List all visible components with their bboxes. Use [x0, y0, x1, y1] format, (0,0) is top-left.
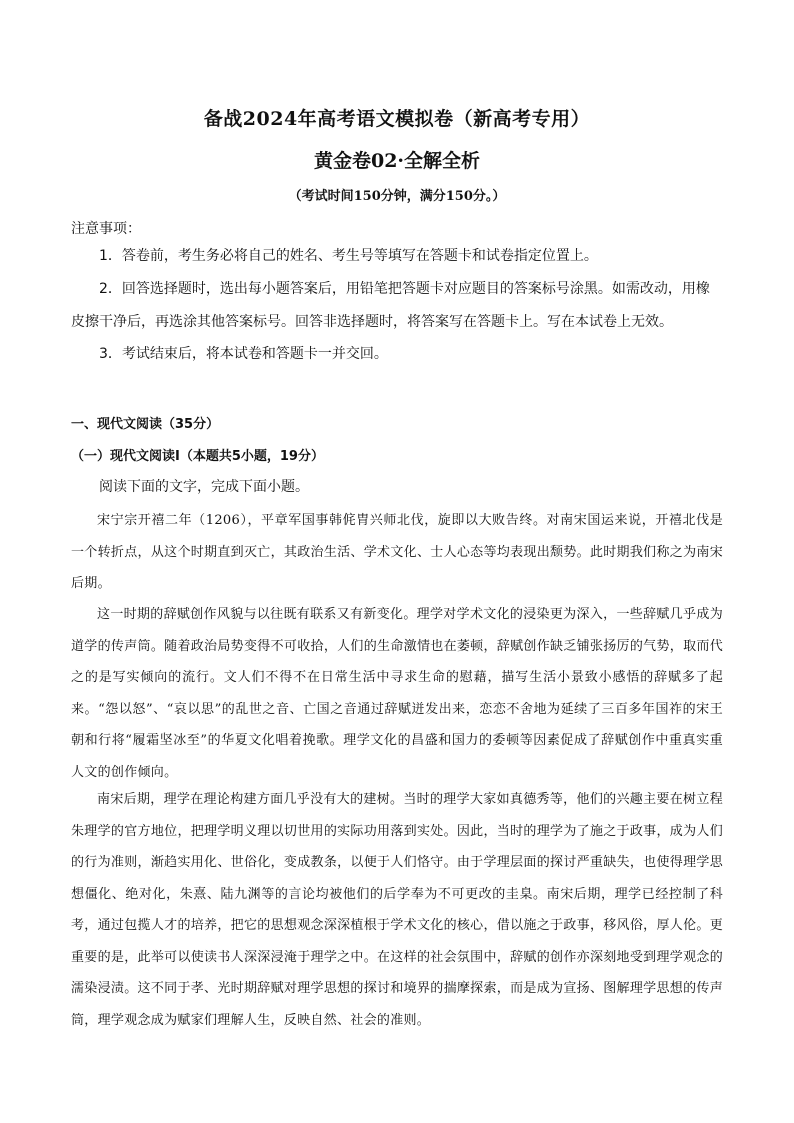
passage-paragraph-3: 南宋后期，理学在理论构建方面几乎没有大的建树。当时的理学大家如真德秀等，他们的兴趣主要在树立程朱理学的官方地位，把理学明义理以切世用的实际功用落到实处。因此，当时的理学为了施之于政事，成为人们的行为准则，渐趋实用化、世俗化，变成教条，以便于人们恪守。由于学理层面的探讨严重缺失，也使得理学思想僵化、绝对化，朱熹、陆九渊等的言论均被他们的后学奉为不可更改的圭臬。南宋后期，理学已经控制了科考，通过包揽人才的培养，把它的思想观念深深植根于学术文化的核心，借以施之于政事，移风俗，厚人伦。更重要的是，此举可以使读书人深深浸淹于理学之中。在这样的社会氛围中，辞赋的创作亦深刻地受到理学观念的濡染浸渍。这不同于孝、光时期辞赋对理学思想的探讨和境界的揣摩探索，而是成为宣扬、图解理学思想的传声筒，理学观念成为赋家们理解人生，反映自然、社会的准则。	[71, 792, 723, 1028]
section-heading: 一、现代文阅读（35分）	[71, 417, 220, 432]
notice-item-2: 2．回答选择题时，选出每小题答案后，用铅笔把答题卡对应题目的答案标号涂黑。如需改动，用橡皮擦干净后，再选涂其他答案标号。回答非选择题时，将答案写在答题卡上。写在本试卷上无效。	[71, 281, 710, 330]
section-subheading: （一）现代文阅读Ⅰ（本题共5小题，19分）	[71, 449, 324, 464]
document-subtitle: 黄金卷02·全解全析	[313, 150, 481, 172]
document-title: 备战2024年高考语文模拟卷（新高考专用）	[203, 108, 591, 130]
notice-item-1: 1．答卷前，考生务必将自己的姓名、考生号等填写在答题卡和试卷指定位置上。	[99, 248, 598, 264]
passage-paragraph-2: 这一时期的辞赋创作风貌与以往既有联系又有新变化。理学对学术文化的浸染更为深入，一些辞赋几乎成为道学的传声筒。随着政治局势变得不可收拾，人们的生命激情也在萎顿，辞赋创作缺乏铺张扬厉的气势，取而代之的是写实倾向的流行。文人们不得不在日常生活中寻求生命的慰藉，描写生活小景致小感悟的辞赋多了起来。“怨以怒”、“哀以思”的乱世之音、亡国之音通过辞赋迸发出来，恋恋不舍地为延续了三百多年国祚的宋王朝和行将“履霜坚冰至”的华夏文化唱着挽歌。理学文化的昌盛和国力的委顿等因素促成了辞赋创作中重真实重人文的创作倾向。	[71, 607, 723, 780]
reading-instruction: 阅读下面的文字，完成下面小题。	[99, 479, 309, 495]
passage-paragraph-1: 宋宁宗开禧二年（1206），平章军国事韩侂胄兴师北伐，旋即以大败告终。对南宋国运来说，开禧北伐是一个转折点，从这个时期直到灭亡，其政治生活、学术文化、士人心态等均表现出颓势。此时期我们称之为南宋后期。	[71, 513, 723, 591]
notice-item-3: 3．考试结束后，将本试卷和答题卡一并交回。	[99, 346, 388, 362]
notice-heading: 注意事项：	[71, 221, 141, 237]
exam-info: （考试时间150分钟，满分150分。）	[288, 189, 506, 204]
